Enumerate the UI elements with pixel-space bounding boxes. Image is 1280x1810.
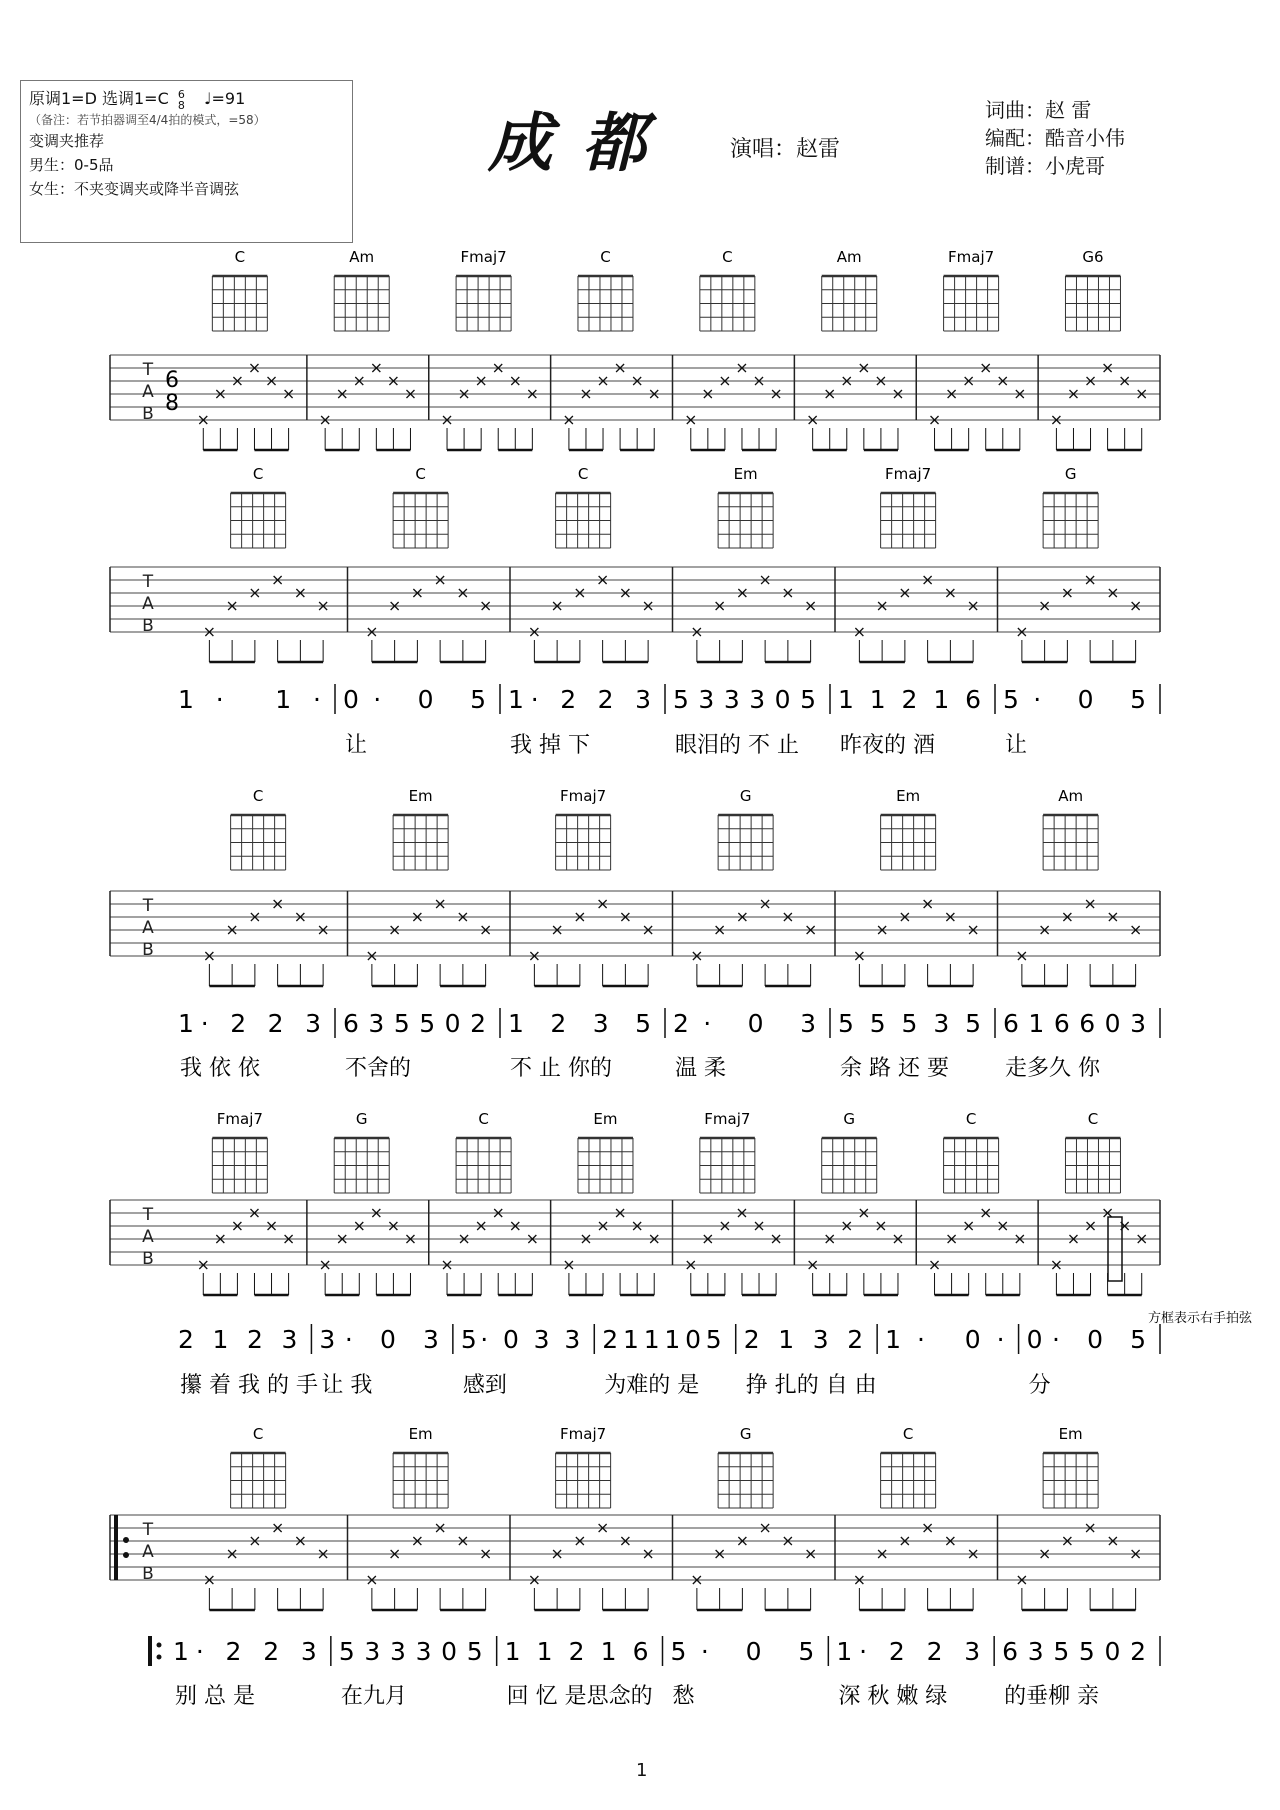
tab-clef-letter: A <box>142 594 154 614</box>
chord-name: Fmaj7 <box>704 1110 751 1128</box>
lyric-segment: 不舍的 <box>345 1056 412 1081</box>
lyric-segment: 在九月 <box>340 1684 407 1709</box>
numbered-measure: 5 5 5 3 5 <box>838 1009 981 1038</box>
chord-name: C <box>252 787 264 805</box>
tab-clef-letter: T <box>142 1205 154 1225</box>
repeat-dot <box>123 1552 129 1558</box>
time-sig-top: 6 <box>165 368 179 393</box>
chord-diagram-c <box>231 1425 286 1508</box>
lyric-segment: 攥 着 我 的 手 <box>180 1373 318 1398</box>
chord-name: Em <box>408 787 433 805</box>
chord-diagram-g6 <box>1065 248 1120 331</box>
tab-clef-letter: T <box>142 1520 154 1540</box>
time-bottom: 8 <box>177 98 185 112</box>
time-top: 6 <box>177 87 185 101</box>
lyric-segment: 深 秋 嫩 绿 <box>838 1684 948 1709</box>
chord-name: Em <box>593 1110 618 1128</box>
capo-male: 男生：0-5品 <box>29 156 114 174</box>
chord-name: C <box>722 248 733 266</box>
chord-diagram-fmaj7 <box>881 465 936 548</box>
lyric-segment: 感到 <box>462 1373 507 1398</box>
slap-box <box>1108 1217 1122 1281</box>
lyric-segment: 的垂柳 亲 <box>1004 1684 1100 1709</box>
page-number: 1 <box>636 1760 648 1781</box>
chord-diagram-em <box>578 1110 633 1193</box>
chord-name: G <box>843 1110 856 1128</box>
chord-name: G <box>739 787 752 805</box>
lyric-segment: 让 <box>1005 733 1028 758</box>
chord-diagram-am <box>822 248 877 331</box>
lyric-segment: 我 依 依 <box>180 1056 260 1081</box>
lyric-segment: 为难的 是 <box>604 1373 700 1398</box>
numbered-measure: 0· 0 5 <box>343 685 486 714</box>
chord-diagram-am <box>334 248 389 331</box>
chord-diagram-c <box>393 465 448 548</box>
chord-diagram-c <box>212 248 267 331</box>
tab-clef-letter: B <box>142 404 154 424</box>
numbered-measure: 6 3 5 5 0 2 <box>1002 1637 1146 1666</box>
tab-clef-letter: A <box>142 382 154 402</box>
chord-diagram-em <box>393 1425 448 1508</box>
chord-name: Em <box>896 787 921 805</box>
numbered-measure: 0· 0 5 <box>1026 1325 1146 1354</box>
slap-annotation: 方框表示右手拍弦 <box>1147 1311 1253 1326</box>
numbered-measure: 1· 2 2 3 <box>508 685 651 714</box>
numbered-measure: 2 1 1 1 0 5 <box>602 1325 722 1354</box>
numbered-measure: 1 1 2 1 6 <box>504 1637 649 1666</box>
chord-diagram-g <box>334 1110 389 1193</box>
lyric-segment: 让 <box>345 733 368 758</box>
numbered-measure: 2 1 2 3 <box>178 1325 298 1354</box>
chord-name: C <box>234 248 246 266</box>
repeat-dot <box>157 1643 162 1648</box>
chord-name: C <box>252 465 264 483</box>
chord-diagram-c <box>1065 1110 1120 1193</box>
chord-name: C <box>577 465 589 483</box>
chord-name: Fmaj7 <box>885 465 932 483</box>
tab-clef-letter: T <box>142 896 154 916</box>
capo-title: 变调夹推荐 <box>29 132 105 150</box>
chord-name: Em <box>408 1425 433 1443</box>
lyric-segment: 昨夜的 酒 <box>840 733 935 758</box>
numbered-measure: 5 3 3 3 0 5 <box>338 1637 483 1666</box>
tab-clef-letter: B <box>142 1249 154 1269</box>
chord-diagram-fmaj7 <box>556 787 611 870</box>
repeat-dot <box>123 1537 129 1543</box>
lyric-segment: 回 忆 是思念的 <box>506 1684 653 1709</box>
lyric-segment: 我 掉 下 <box>510 733 590 758</box>
chord-name: C <box>600 248 611 266</box>
chord-name: Fmaj7 <box>560 1425 607 1443</box>
numbered-measure: 1· 2 2 3 <box>173 1637 317 1666</box>
numbered-measure: 5 3 3 3 0 5 <box>673 685 816 714</box>
numbered-measure: 1 2 3 5 <box>508 1009 651 1038</box>
numbered-measure: 3· 0 3 <box>319 1325 439 1354</box>
tab-clef-letter: B <box>142 1564 154 1584</box>
lyric-segment: 眼泪的 不 止 <box>675 733 799 758</box>
lyric-segment: 温 柔 <box>675 1056 726 1081</box>
numbered-measure: 1 1 2 1 6 <box>838 685 981 714</box>
chord-name: C <box>415 465 426 483</box>
chord-name: G <box>739 1425 752 1443</box>
lyric-segment: 分 <box>1028 1373 1051 1398</box>
chord-diagram-em <box>1043 1425 1098 1508</box>
tab-clef-letter: T <box>142 360 154 380</box>
chord-diagram-fmaj7 <box>456 248 511 331</box>
song-title: 成都 <box>488 106 676 181</box>
numbered-measure: 5· 0 3 3 <box>460 1325 581 1354</box>
numbered-measure: 2· 0 3 <box>673 1009 816 1038</box>
numbered-measure: 6 1 6 6 0 3 <box>1003 1009 1146 1038</box>
chord-diagram-g <box>822 1110 877 1193</box>
chord-name: Fmaj7 <box>460 248 507 266</box>
chord-diagram-fmaj7 <box>212 1110 267 1193</box>
chord-name: Fmaj7 <box>216 1110 263 1128</box>
chord-diagram-em <box>393 787 448 870</box>
chord-diagram-c <box>556 465 611 548</box>
chord-diagram-g <box>1043 465 1098 548</box>
tab-clef-letter: A <box>142 1542 154 1562</box>
numbered-measure: 5· 0 5 <box>670 1637 815 1666</box>
numbered-measure: 6 3 5 5 0 2 <box>343 1009 486 1038</box>
tab-system-2 <box>110 465 1160 758</box>
chord-diagram-c <box>231 787 286 870</box>
chord-name: C <box>902 1425 914 1443</box>
lyric-segment: 挣 扎的 自 由 <box>745 1373 877 1398</box>
tab-clef-letter: A <box>142 1227 154 1247</box>
lyric-segment: 不 止 你的 <box>510 1056 612 1081</box>
chord-name: G6 <box>1082 248 1104 266</box>
chord-diagram-c <box>881 1425 936 1508</box>
credit-arranger: 编配：酷音小伟 <box>985 126 1125 150</box>
credit-lyrics: 词曲：赵 雷 <box>985 98 1092 122</box>
tab-system-4 <box>110 1110 1160 1398</box>
singer: 演唱：赵雷 <box>730 137 841 162</box>
lyric-segment: 愁 <box>672 1684 695 1709</box>
key-line: 原调1=D 选调1=C <box>29 89 169 108</box>
lyric-segment: 别 总 是 <box>175 1684 255 1709</box>
chord-name: C <box>965 1110 977 1128</box>
metronome-note: （备注：若节拍器调至4/4拍的模式，=58） <box>29 113 266 127</box>
chord-name: G <box>355 1110 368 1128</box>
tab-clef-letter: T <box>142 572 154 592</box>
chord-name: C <box>478 1110 489 1128</box>
time-sig-bottom: 8 <box>165 391 179 416</box>
chord-name: Am <box>349 248 375 266</box>
tempo: =91 <box>211 89 246 108</box>
lyric-segment: 余 路 还 要 <box>840 1056 949 1081</box>
chord-name: Em <box>1058 1425 1083 1443</box>
tab-clef-letter: B <box>142 940 154 960</box>
chord-diagram-c <box>578 248 633 331</box>
chord-name: Am <box>1058 787 1084 805</box>
numbered-measure: 5· 0 5 <box>1003 685 1146 714</box>
chord-diagram-am <box>1043 787 1098 870</box>
numbered-measure: 1· 2 2 3 <box>836 1637 981 1666</box>
chord-diagram-fmaj7 <box>700 1110 755 1193</box>
chord-diagram-c <box>456 1110 511 1193</box>
tab-clef-letter: A <box>142 918 154 938</box>
credit-transcriber: 制谱：小虎哥 <box>985 154 1105 178</box>
chord-diagram-c <box>700 248 755 331</box>
chord-diagram-c <box>944 1110 999 1193</box>
chord-name: Fmaj7 <box>560 787 607 805</box>
lyric-segment: 走多久 你 <box>1005 1056 1100 1081</box>
chord-name: G <box>1064 465 1077 483</box>
lyric-segment: 让 我 <box>321 1373 373 1398</box>
chord-name: Em <box>733 465 758 483</box>
chord-name: Am <box>836 248 862 266</box>
chord-diagram-g <box>718 1425 773 1508</box>
tab-system-5 <box>110 1425 1160 1709</box>
chord-diagram-g <box>718 787 773 870</box>
tab-system-1 <box>110 248 1160 450</box>
chord-name: Fmaj7 <box>948 248 995 266</box>
repeat-dot <box>157 1655 162 1660</box>
chord-diagram-fmaj7 <box>944 248 999 331</box>
numbered-measure: 1· 0· <box>885 1325 1005 1354</box>
chord-diagram-fmaj7 <box>556 1425 611 1508</box>
numbered-measure: 1· 1· <box>178 685 321 714</box>
numbered-measure: 1· 2 2 3 <box>178 1009 321 1038</box>
capo-female: 女生：不夹变调夹或降半音调弦 <box>29 180 240 198</box>
chord-name: C <box>1087 1110 1099 1128</box>
chord-name: C <box>252 1425 264 1443</box>
chord-diagram-em <box>881 787 936 870</box>
numbered-measure: 2 1 3 2 <box>743 1325 864 1354</box>
chord-diagram-em <box>718 465 773 548</box>
tab-system-3 <box>110 787 1160 1081</box>
tab-clef-letter: B <box>142 616 154 636</box>
chord-diagram-c <box>231 465 286 548</box>
quarter-note-icon: ♩ <box>203 89 212 108</box>
